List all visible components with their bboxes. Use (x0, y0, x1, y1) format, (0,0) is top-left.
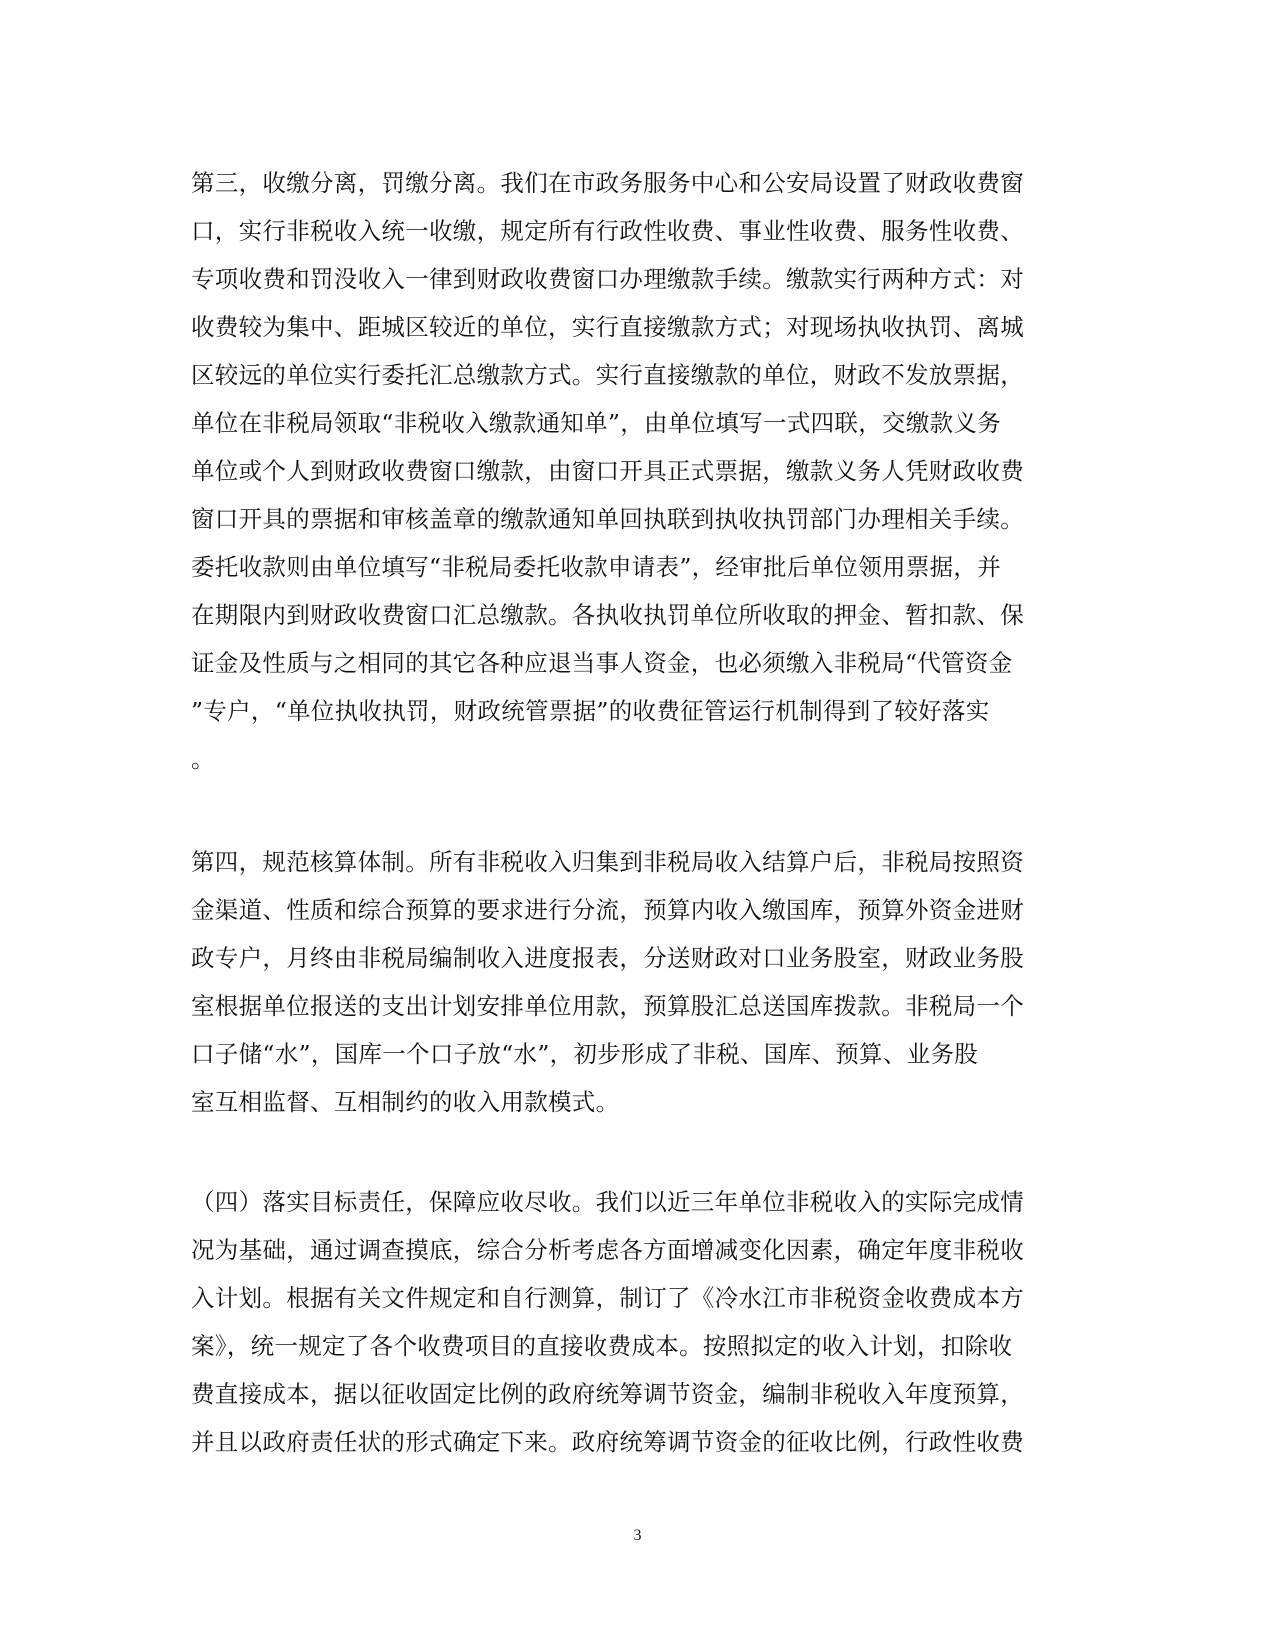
text-line: 。 (191, 745, 215, 773)
text-line: 政专户，月终由非税局编制收入进度报表，分送财政对口业务股室，财政业务股 (191, 944, 1024, 972)
text-line: 案》，统一规定了各个收费项目的直接收费成本。按照拟定的收入计划，扣除收 (191, 1332, 1013, 1360)
text-line: 在期限内到财政收费窗口汇总缴款。各执收执罚单位所收取的押金、暂扣款、保 (191, 601, 1024, 629)
text-line: 第四，规范核算体制。所有非税收入归集到非税局收入结算户后，非税局按照资 (191, 848, 1024, 876)
text-line: 收费较为集中、距城区较近的单位，实行直接缴款方式；对现场执收执罚、离城 (191, 313, 1024, 341)
text-line: 并且以政府责任状的形式确定下来。政府统筹调节资金的征收比例，行政性收费 (191, 1428, 1024, 1456)
text-line: 费直接成本，据以征收固定比例的政府统筹调节资金，编制非税收入年度预算， (191, 1380, 1024, 1408)
paragraph-payment-separation (191, 159, 1024, 783)
page-number: 3 (633, 1527, 642, 1544)
text-line: 口子储“水”，国库一个口子放“水”，初步形成了非税、国库、预算、业务股 (191, 1040, 979, 1068)
text-line: 单位在非税局领取“非税收入缴款通知单”，由单位填写一式四联，交缴款义务 (191, 409, 1002, 437)
text-line: （四）落实目标责任，保障应收尽收。我们以近三年单位非税收入的实际完成情 (191, 1188, 1024, 1216)
text-line: 金渠道、性质和综合预算的要求进行分流，预算内收入缴国库，预算外资金进财 (191, 896, 1024, 924)
text-line: 口，实行非税收入统一收缴，规定所有行政性收费、事业性收费、服务性收费、 (191, 217, 1024, 245)
paragraph-target-responsibility (191, 1178, 1024, 1466)
text-line: 窗口开具的票据和审核盖章的缴款通知单回执联到执收执罚部门办理相关手续。 (191, 505, 1024, 533)
paragraph-accounting-system (191, 838, 1024, 1126)
text-line: 证金及性质与之相同的其它各种应退当事人资金，也必须缴入非税局“代管资金 (191, 649, 1013, 677)
text-line: 区较远的单位实行委托汇总缴款方式。实行直接缴款的单位，财政不发放票据， (191, 361, 1024, 389)
text-line: 委托收款则由单位填写“非税局委托收款申请表”，经审批后单位领用票据，并 (191, 553, 1002, 581)
text-line: 入计划。根据有关文件规定和自行测算，制订了《冷水江市非税资金收费成本方 (191, 1284, 1024, 1312)
text-line: 专项收费和罚没收入一律到财政收费窗口办理缴款手续。缴款实行两种方式：对 (191, 265, 1024, 293)
text-line: ”专户，“单位执收执罚，财政统管票据”的收费征管运行机制得到了较好落实 (191, 697, 990, 725)
text-line: 况为基础，通过调查摸底，综合分析考虑各方面增减变化因素，确定年度非税收 (191, 1236, 1024, 1264)
text-line: 单位或个人到财政收费窗口缴款，由窗口开具正式票据，缴款义务人凭财政收费 (191, 457, 1024, 485)
text-line: 第三，收缴分离，罚缴分离。我们在市政务服务中心和公安局设置了财政收费窗 (191, 169, 1024, 197)
text-line: 室根据单位报送的支出计划安排单位用款，预算股汇总送国库拨款。非税局一个 (191, 992, 1024, 1020)
text-line: 室互相监督、互相制约的收入用款模式。 (191, 1088, 620, 1116)
